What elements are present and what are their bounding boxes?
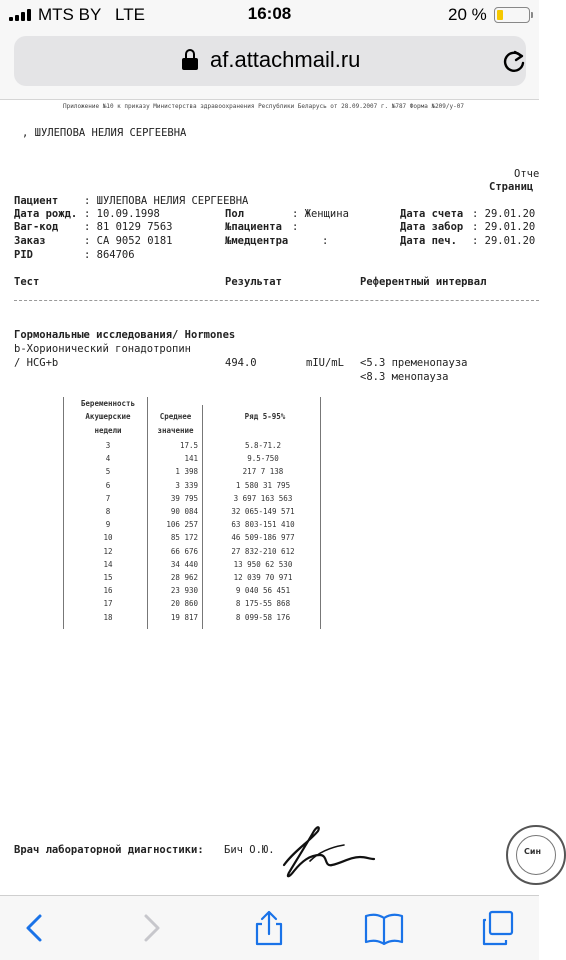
table-cell-week: 5 bbox=[105, 467, 111, 477]
dob-label: Дата рожд. bbox=[14, 208, 78, 220]
order-label: Заказ bbox=[14, 235, 46, 247]
table-cell-range: 8 175-55 868 bbox=[235, 599, 291, 609]
page-label-cut: Страниц bbox=[489, 181, 534, 193]
status-bar bbox=[0, 0, 539, 30]
forward-icon[interactable] bbox=[130, 910, 170, 946]
reload-icon[interactable] bbox=[501, 48, 527, 74]
table-cell-range: 32 065-149 571 bbox=[231, 507, 295, 516]
table-cell-range: 63 803-151 410 bbox=[231, 520, 295, 530]
section-title: Гормональные исследования/ Hormones bbox=[14, 329, 236, 341]
column-header-result: Результат bbox=[225, 276, 282, 288]
network-type: LTE bbox=[115, 5, 145, 24]
doctor-name: Бич О.Ю. bbox=[224, 844, 275, 856]
print-date-value: : 29.01.20 bbox=[472, 235, 536, 247]
table-cell-week: 15 bbox=[103, 573, 113, 582]
table-cell-mean: 3 339 bbox=[175, 480, 198, 490]
table-cell-range: 8 099-58 176 bbox=[235, 612, 291, 622]
carrier-name: MTS BY bbox=[38, 5, 102, 24]
medcenter-label: №медцентра bbox=[225, 235, 289, 247]
table-cell-range: 12 039 70 971 bbox=[233, 573, 293, 582]
url-text[interactable]: af.attachmail.ru bbox=[210, 47, 361, 72]
table-cell-mean: 20 860 bbox=[170, 599, 198, 609]
table-cell-range: 9.5-750 bbox=[247, 454, 279, 464]
back-icon[interactable] bbox=[16, 910, 56, 946]
table-cell-week: 14 bbox=[103, 559, 113, 569]
pid-label: PID bbox=[14, 249, 33, 261]
share-icon[interactable] bbox=[249, 910, 289, 946]
test-name-line-1: b-Хорионический гонадотропин bbox=[14, 343, 192, 355]
result-unit: mIU/mL bbox=[306, 357, 344, 369]
table-cell-range: 13 950 62 530 bbox=[233, 559, 293, 569]
handwritten-signature bbox=[280, 821, 376, 879]
sample-date-label: Дата забор bbox=[400, 221, 464, 233]
table-cell-week: 10 bbox=[103, 533, 113, 543]
pid-value: : 864706 bbox=[84, 249, 135, 261]
result-value: 494.0 bbox=[225, 357, 257, 369]
table-cell-week: 17 bbox=[103, 599, 113, 609]
patient-label: Пациент bbox=[14, 195, 59, 207]
sex-label: Пол bbox=[225, 208, 244, 220]
browser-toolbar bbox=[0, 895, 539, 960]
battery-icon bbox=[494, 7, 530, 23]
column-header-reference: Референтный интервал bbox=[360, 276, 487, 288]
table-cell-week: 16 bbox=[103, 586, 113, 596]
table-cell-week: 3 bbox=[105, 441, 111, 450]
table-cell-mean: 19 817 bbox=[170, 612, 198, 622]
table-cell-mean: 28 962 bbox=[170, 573, 198, 582]
barcode-value: : 81 0129 7563 bbox=[84, 221, 173, 233]
battery-level-fill bbox=[497, 10, 503, 20]
order-reference-line: Приложение №10 к приказу Министерства здравоохранения Республики Беларусь от 28.09.2007 г. №787 Форма №209/у-07 bbox=[63, 103, 464, 110]
table-cell-week: 18 bbox=[103, 612, 113, 622]
header-divider bbox=[14, 300, 539, 301]
table-cell-mean: 39 795 bbox=[170, 493, 198, 503]
table-cell-week: 9 bbox=[105, 520, 111, 530]
table-cell-mean: 85 172 bbox=[170, 533, 198, 543]
table-cell-range: 9 040 56 451 bbox=[235, 586, 291, 596]
report-title-cut: Отче bbox=[514, 168, 540, 180]
medcenter-value: : bbox=[322, 235, 329, 247]
patient-value: : ШУЛЕПОВА НЕЛИЯ СЕРГЕЕВНА bbox=[84, 195, 249, 207]
status-time: 16:08 bbox=[247, 4, 292, 23]
table-cell-mean: 17.5 bbox=[179, 441, 198, 450]
order-value: : CA 9052 0181 bbox=[84, 235, 173, 247]
table-cell-mean: 90 084 bbox=[170, 507, 198, 516]
stamp-text: Син bbox=[524, 847, 542, 856]
dob-value: : 10.09.1998 bbox=[84, 208, 160, 220]
test-name-line-2: / HCG+b bbox=[14, 357, 59, 369]
hcg-reference-table bbox=[60, 397, 325, 629]
reference-line-1: <5.3 пременопауза bbox=[360, 357, 468, 369]
table-cell-range: 5.8-71.2 bbox=[244, 441, 282, 450]
tabs-icon[interactable] bbox=[478, 910, 518, 946]
doctor-label: Врач лабораторной диагностики: bbox=[14, 844, 204, 856]
table-cell-range: 1 580 31 795 bbox=[235, 480, 291, 490]
browser-address-area bbox=[0, 30, 539, 100]
table-cell-range: 46 509-186 977 bbox=[231, 533, 295, 543]
lab-report-document bbox=[0, 101, 542, 895]
table-cell-mean: 34 440 bbox=[170, 559, 198, 569]
table-cell-mean: 1 398 bbox=[175, 467, 198, 477]
table-header-mean-1: Среднее bbox=[159, 412, 192, 421]
patient-number-value: : bbox=[292, 221, 299, 233]
table-header-weeks-2: недели bbox=[94, 426, 122, 435]
battery-percent: 20 % bbox=[448, 5, 487, 24]
table-cell-week: 6 bbox=[105, 480, 111, 490]
reference-line-2: <8.3 менопауза bbox=[360, 371, 449, 383]
lock-icon bbox=[182, 49, 198, 71]
table-cell-mean: 66 676 bbox=[170, 546, 198, 556]
table-cell-mean: 23 930 bbox=[170, 586, 198, 596]
table-cell-range: 3 697 163 563 bbox=[233, 493, 293, 503]
table-cell-range: 27 832-210 612 bbox=[231, 546, 295, 556]
table-cell-week: 4 bbox=[105, 454, 111, 464]
table-header-mean-2: значение bbox=[157, 426, 194, 435]
table-cell-mean: 106 257 bbox=[166, 520, 198, 530]
bookmarks-icon[interactable] bbox=[364, 910, 404, 946]
print-date-label: Дата печ. bbox=[400, 235, 457, 247]
patient-header: , ШУЛЕПОВА НЕЛИЯ СЕРГЕЕВНА bbox=[22, 127, 187, 139]
table-header-weeks-1: Акушерские bbox=[85, 412, 131, 421]
official-stamp bbox=[506, 825, 566, 885]
table-cell-range: 217 7 138 bbox=[242, 467, 284, 477]
table-cell-week: 8 bbox=[105, 507, 111, 516]
table-header-pregnancy: Беременность bbox=[80, 399, 136, 408]
patient-number-label: №пациента bbox=[225, 221, 282, 233]
barcode-label: Ваг-код bbox=[14, 221, 59, 233]
sex-value: : Женщина bbox=[292, 208, 349, 220]
table-cell-mean: 141 bbox=[184, 454, 198, 464]
account-date-label: Дата счета bbox=[400, 208, 464, 220]
table-header-range: Ряд 5-95% bbox=[244, 412, 286, 421]
account-date-value: : 29.01.20 bbox=[472, 208, 536, 220]
table-cell-week: 12 bbox=[103, 546, 113, 556]
address-bar[interactable] bbox=[14, 36, 526, 86]
column-header-test: Тест bbox=[14, 276, 40, 288]
sample-date-value: : 29.01.20 bbox=[472, 221, 536, 233]
table-cell-week: 7 bbox=[105, 493, 111, 503]
